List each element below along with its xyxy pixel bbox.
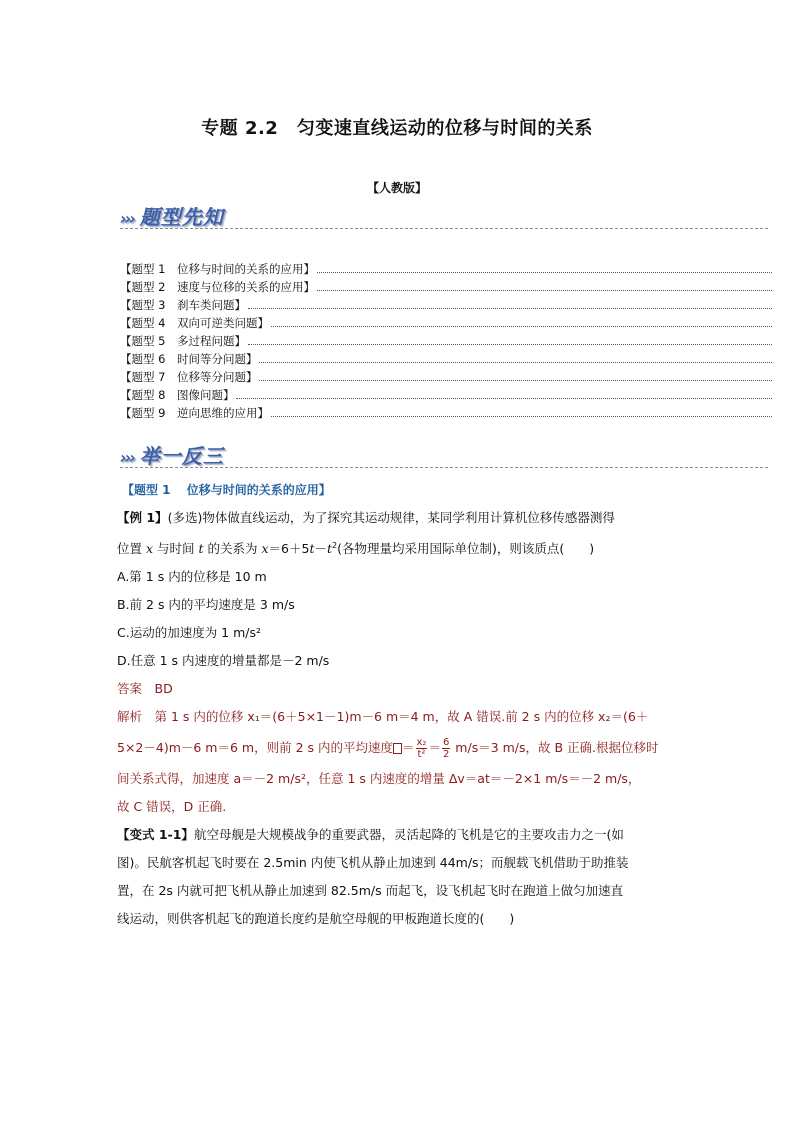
toc-item-label: 【题型 2 速度与位移的关系的应用】 xyxy=(120,280,315,294)
toc-item[interactable] xyxy=(120,259,774,277)
toc-item[interactable] xyxy=(120,295,774,313)
toc-item-label: 【题型 9 逆向思维的应用】 xyxy=(120,406,269,420)
banner-examples xyxy=(120,440,224,469)
analysis-line: 解析 第 1 s 内的位移 x₁＝(6＋5×1－1)m－6 m＝4 m，故 A 错误.前 2 s 内的位移 x₂＝(6＋ xyxy=(117,709,649,725)
example-label: 【例 1】 xyxy=(117,510,168,525)
variant-line: 图)。民航客机起飞时要在 2.5min 内使飞机从静止加速到 44m/s；而舰载飞机借助于助推装 xyxy=(117,855,629,871)
toc-item-label: 【题型 3 刹车类问题】 xyxy=(120,298,246,312)
variant-line: 【变式 1-1】航空母舰是大规模战争的重要武器，灵活起降的飞机是它的主要攻击力之一(如 xyxy=(117,827,624,843)
answer-line xyxy=(117,675,677,703)
example-line: 位置 x 与时间 t 的关系为 $x=6+5t-t^2$(各物理量均采用国际单位制)，则该质点( ) xyxy=(117,541,595,557)
analysis-line: 间关系式得，加速度 a＝－2 m/s²，任意 1 s 内速度的增量 Δv＝at＝－2×1 m/s＝－2 m/s， xyxy=(117,771,641,787)
vbar-symbol-icon xyxy=(393,743,402,754)
banner-overview-text: 题型先知 xyxy=(139,205,224,229)
example-line: 【例 1】(多选)物体做直线运动，为了探究其运动规律，某同学利用计算机位移传感器测得 xyxy=(117,510,615,525)
toc-item[interactable] xyxy=(120,313,774,331)
divider xyxy=(120,228,768,229)
toc-leader xyxy=(271,415,772,417)
question-body xyxy=(117,504,677,933)
toc-leader xyxy=(236,397,772,399)
banner-overview xyxy=(120,201,224,230)
section-heading: 【题型 1 位移与时间的关系的应用】 xyxy=(122,483,331,497)
toc-item[interactable] xyxy=(120,367,774,385)
toc-leader xyxy=(259,361,772,363)
banner-examples-text: 举一反三 xyxy=(139,444,224,468)
variant-label: 【变式 1-1】 xyxy=(117,827,194,843)
toc-item[interactable] xyxy=(120,277,774,295)
toc-leader xyxy=(248,343,772,345)
toc-item[interactable] xyxy=(120,331,774,349)
edition-label: 【人教版】 xyxy=(366,181,427,195)
variant-line: 线运动，则供客机起飞的跑道长度约是航空母舰的甲板跑道长度的( ) xyxy=(117,911,515,927)
toc-item-label: 【题型 7 位移等分问题】 xyxy=(120,370,258,384)
answer-value: BD xyxy=(154,681,173,697)
answer-label: 答案 xyxy=(117,681,143,697)
toc-item[interactable] xyxy=(120,349,774,367)
analysis-line: 5×2－4)m－6 m＝6 m，则前 2 s 内的平均速度 ＝ $\frac{\text{x₂}}{\text{t²}}$ ＝ $\frac{6}{2}$ m/s＝3 m/s，故 B 正确.根据位移时 xyxy=(117,737,659,761)
chevron-icon: ››› xyxy=(120,209,134,228)
analysis-line: 故 C 错误，D 正确. xyxy=(117,799,227,815)
toc-leader xyxy=(259,379,772,381)
table-of-contents xyxy=(120,259,774,421)
divider xyxy=(120,467,768,468)
toc-leader xyxy=(271,325,772,327)
option-b: B.前 2 s 内的平均速度是 3 m/s xyxy=(117,597,295,613)
toc-item-label: 【题型 8 图像问题】 xyxy=(120,388,235,402)
toc-leader xyxy=(317,289,772,291)
fraction: $\frac{6}{2}$ xyxy=(442,737,450,761)
toc-item-label: 【题型 6 时间等分问题】 xyxy=(120,352,258,366)
toc-leader xyxy=(317,271,772,273)
toc-item-label: 【题型 1 位移与时间的关系的应用】 xyxy=(120,262,315,276)
option-a: A.第 1 s 内的位移是 10 m xyxy=(117,569,267,585)
toc-item-label: 【题型 4 双向可逆类问题】 xyxy=(120,316,269,330)
toc-leader xyxy=(248,307,772,309)
page-title: 专题 2.2 匀变速直线运动的位移与时间的关系 xyxy=(201,118,593,139)
toc-item-label: 【题型 5 多过程问题】 xyxy=(120,334,246,348)
option-d: D.任意 1 s 内速度的增量都是－2 m/s xyxy=(117,653,330,669)
fraction: $\frac{\text{x₂}}{\text{t²}}$ xyxy=(416,737,427,761)
option-c: C.运动的加速度为 1 m/s² xyxy=(117,625,262,641)
chevron-icon: ››› xyxy=(120,448,134,467)
toc-item[interactable] xyxy=(120,403,774,421)
analysis-label: 解析 xyxy=(117,709,143,725)
variant-line: 置，在 2s 内就可把飞机从静止加速到 82.5m/s 而起飞，设飞机起飞时在跑道上做匀加速直 xyxy=(117,883,624,899)
toc-item[interactable] xyxy=(120,385,774,403)
